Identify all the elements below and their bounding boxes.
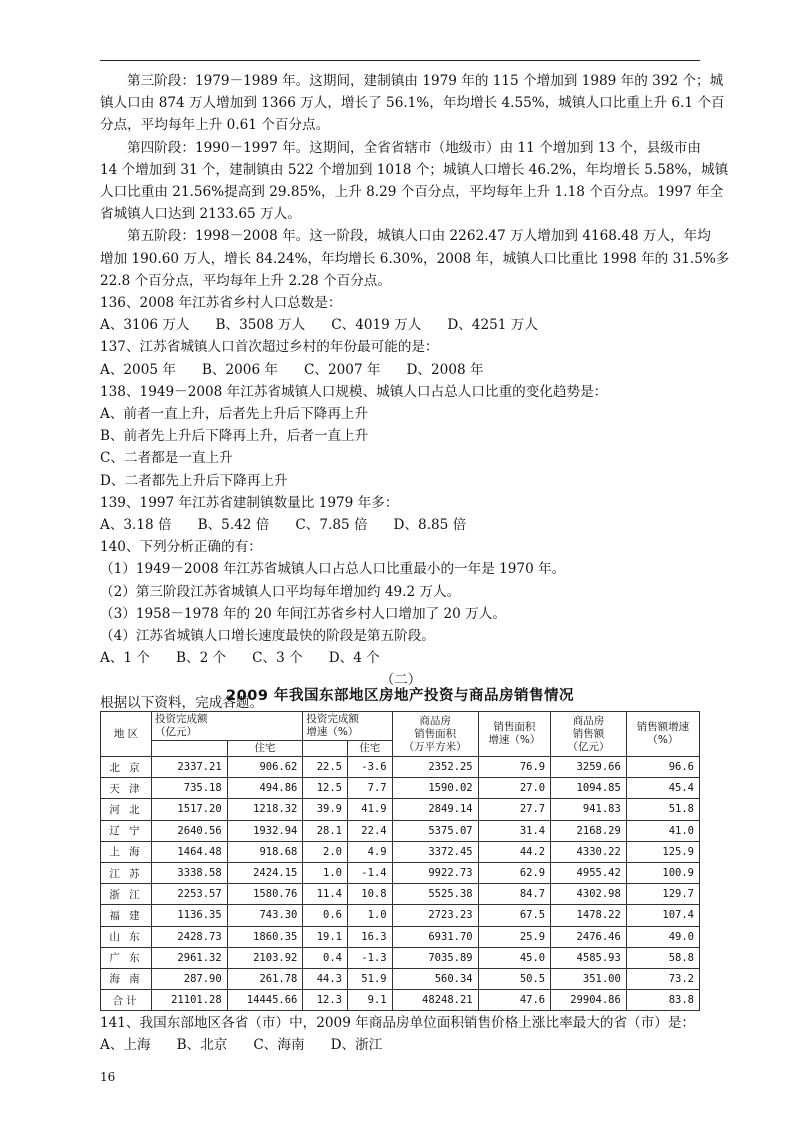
value-cell: 25.9 bbox=[478, 926, 551, 947]
text-line: 分点，平均每年上升 0.61 个百分点。 bbox=[100, 117, 330, 134]
region-cell: 山 东 bbox=[101, 926, 152, 947]
document-body bbox=[100, 70, 730, 714]
option-b: B、5.42 倍 bbox=[197, 517, 270, 534]
real-estate-table bbox=[100, 711, 700, 1011]
value-cell: 4330.22 bbox=[551, 841, 627, 862]
value-cell: 0.6 bbox=[303, 905, 348, 926]
text-line: 镇人口由 874 万人增加到 1366 万人，增长了 56.1%，年均增长 4.55%，城镇人口比重上升 6.1 个百 bbox=[100, 95, 725, 112]
value-cell: 129.7 bbox=[626, 884, 699, 905]
question-136 bbox=[100, 292, 702, 336]
value-cell: 1.0 bbox=[303, 862, 348, 883]
value-cell: -3.6 bbox=[347, 757, 392, 778]
value-cell: 7.7 bbox=[347, 778, 392, 799]
region-cell: 合计 bbox=[101, 990, 152, 1011]
option-b: B、前者先上升后下降再上升，后者一直上升 bbox=[100, 428, 369, 445]
value-cell: 7035.89 bbox=[392, 947, 478, 968]
option-d: D、4251 万人 bbox=[447, 317, 538, 334]
table-row bbox=[101, 820, 700, 841]
option-d: D、4 个 bbox=[328, 650, 380, 667]
question-options bbox=[100, 359, 702, 381]
region-cell: 河 北 bbox=[101, 799, 152, 820]
value-cell: 49.0 bbox=[626, 926, 699, 947]
value-cell: 58.8 bbox=[626, 947, 699, 968]
table-row bbox=[101, 990, 700, 1011]
value-cell: 2640.56 bbox=[152, 820, 228, 841]
value-cell: 1932.94 bbox=[227, 820, 303, 841]
value-cell: 1517.20 bbox=[152, 799, 228, 820]
question-options bbox=[100, 647, 702, 669]
value-cell: 2168.29 bbox=[551, 820, 627, 841]
question-stem: 139、1997 年江苏省建制镇数量比 1979 年多： bbox=[100, 494, 399, 511]
value-cell: 41.9 bbox=[347, 799, 392, 820]
value-cell: 4302.98 bbox=[551, 884, 627, 905]
value-cell: 2476.46 bbox=[551, 926, 627, 947]
text-line: 22.8 个百分点，平均每年上升 2.28 个百分点。 bbox=[100, 272, 391, 289]
value-cell: 45.4 bbox=[626, 778, 699, 799]
value-cell: 1094.85 bbox=[551, 778, 627, 799]
value-cell: 51.8 bbox=[626, 799, 699, 820]
value-cell: 1.0 bbox=[347, 905, 392, 926]
value-cell: 5375.07 bbox=[392, 820, 478, 841]
value-cell: 918.68 bbox=[227, 841, 303, 862]
option-d: D、2008 年 bbox=[406, 361, 484, 378]
option-a: A、前者一直上升，后者先上升后下降再上升 bbox=[100, 406, 369, 423]
option-a: A、3.18 倍 bbox=[100, 517, 172, 534]
value-cell: 2253.57 bbox=[152, 884, 228, 905]
stage-five-paragraph bbox=[100, 225, 730, 292]
question-stem: 141、我国东部地区各省（市）中，2009 年商品房单位面积销售价格上涨比率最大的省（市）是： bbox=[100, 1015, 696, 1031]
option-b: B、北京 bbox=[176, 1037, 228, 1054]
stage-four-paragraph bbox=[100, 137, 729, 226]
region-cell: 浙 江 bbox=[101, 884, 152, 905]
value-cell: 39.9 bbox=[303, 799, 348, 820]
value-cell: 12.3 bbox=[303, 990, 348, 1011]
value-cell: 4955.42 bbox=[551, 862, 627, 883]
value-cell: 21101.28 bbox=[152, 990, 228, 1011]
option-c: C、3 个 bbox=[252, 650, 303, 667]
region-cell: 辽 宁 bbox=[101, 820, 152, 841]
option-d: D、浙江 bbox=[330, 1037, 383, 1054]
header-invest-residential: 住宅 bbox=[227, 741, 303, 757]
table-row bbox=[101, 947, 700, 968]
page-number: 16 bbox=[100, 1070, 116, 1084]
table-row bbox=[101, 862, 700, 883]
table-row bbox=[101, 968, 700, 989]
value-cell: 22.4 bbox=[347, 820, 392, 841]
text-line: 增加 190.60 万人，增长 84.24%，年均增长 6.30%，2008 年，城镇人口比重比 1998 年的 31.5%多 bbox=[100, 250, 730, 267]
text-line: 人口比重由 21.56%提高到 29.85%，上升 8.29 个百分点，平均每年上升 1.18 个百分点。1997 年全 bbox=[100, 184, 724, 201]
option-b: B、2 个 bbox=[175, 650, 227, 667]
option-b: B、3508 万人 bbox=[215, 317, 306, 334]
value-cell: 27.7 bbox=[478, 799, 551, 820]
header-growth: 投资完成额 增速（%） bbox=[303, 712, 392, 741]
section-intro: 根据以下资料，完成各题。 bbox=[100, 694, 264, 711]
value-cell: 84.7 bbox=[478, 884, 551, 905]
value-cell: 906.62 bbox=[227, 757, 303, 778]
value-cell: 1580.76 bbox=[227, 884, 303, 905]
value-cell: 45.0 bbox=[478, 947, 551, 968]
value-cell: -1.3 bbox=[347, 947, 392, 968]
value-cell: 67.5 bbox=[478, 905, 551, 926]
value-cell: 3338.58 bbox=[152, 862, 228, 883]
value-cell: 1860.35 bbox=[227, 926, 303, 947]
table-header-row bbox=[101, 712, 700, 741]
stage-three-paragraph bbox=[100, 70, 725, 137]
option-c: C、海南 bbox=[253, 1037, 305, 1054]
text-line: 14 个增加到 31 个，建制镇由 522 个增加到 1018 个；城镇人口增长 46.2%，年均增长 5.58%，城镇 bbox=[100, 161, 729, 178]
value-cell: 44.3 bbox=[303, 968, 348, 989]
region-cell: 海 南 bbox=[101, 968, 152, 989]
question-140 bbox=[100, 536, 702, 669]
question-137 bbox=[100, 336, 702, 380]
value-cell: 14445.66 bbox=[227, 990, 303, 1011]
value-cell: 76.9 bbox=[478, 757, 551, 778]
question-141 bbox=[100, 1012, 702, 1056]
value-cell: 51.9 bbox=[347, 968, 392, 989]
value-cell: 3372.45 bbox=[392, 841, 478, 862]
value-cell: 29904.86 bbox=[551, 990, 627, 1011]
header-rule bbox=[100, 60, 700, 61]
value-cell: 96.6 bbox=[626, 757, 699, 778]
text-line: 第三阶段：1979－1989 年。这期间，建制镇由 1979 年的 115 个增加到 1989 年的 392 个；城 bbox=[127, 73, 724, 89]
value-cell: 2337.21 bbox=[152, 757, 228, 778]
value-cell: 261.78 bbox=[227, 968, 303, 989]
option-a: A、2005 年 bbox=[100, 361, 176, 378]
value-cell: 2103.92 bbox=[227, 947, 303, 968]
value-cell: 44.2 bbox=[478, 841, 551, 862]
region-cell: 上 海 bbox=[101, 841, 152, 862]
header-sales: 商品房 销售额 （亿元） bbox=[551, 712, 627, 757]
value-cell: 48248.21 bbox=[392, 990, 478, 1011]
value-cell: 1464.48 bbox=[152, 841, 228, 862]
value-cell: 4585.93 bbox=[551, 947, 627, 968]
region-cell: 福 建 bbox=[101, 905, 152, 926]
table-body bbox=[101, 757, 700, 1011]
value-cell: 2961.32 bbox=[152, 947, 228, 968]
value-cell: 5525.38 bbox=[392, 884, 478, 905]
option-c: C、7.85 倍 bbox=[295, 517, 368, 534]
header-sales-growth: 销售额增速 （%） bbox=[626, 712, 699, 757]
value-cell: 100.9 bbox=[626, 862, 699, 883]
table-row bbox=[101, 926, 700, 947]
value-cell: 351.00 bbox=[551, 968, 627, 989]
region-cell: 广 东 bbox=[101, 947, 152, 968]
value-cell: 560.34 bbox=[392, 968, 478, 989]
question-options bbox=[100, 514, 702, 536]
text-line: 第四阶段：1990－1997 年。这期间，全省省辖市（地级市）由 11 个增加到 13 个，县级市由 bbox=[127, 139, 701, 156]
statement-4: （4）江苏省城镇人口增长速度最快的阶段是第五阶段。 bbox=[100, 628, 435, 645]
value-cell: 9922.73 bbox=[392, 862, 478, 883]
value-cell: -1.4 bbox=[347, 862, 392, 883]
value-cell: 83.8 bbox=[626, 990, 699, 1011]
question-options bbox=[100, 1034, 702, 1056]
table-title: 2009 年我国东部地区房地产投资与商品房销售情况 bbox=[226, 688, 574, 704]
value-cell: 3259.66 bbox=[551, 757, 627, 778]
value-cell: 31.4 bbox=[478, 820, 551, 841]
text-line: 省城镇人口达到 2133.65 万人。 bbox=[100, 206, 301, 223]
option-a: A、1 个 bbox=[100, 650, 150, 667]
value-cell: 2723.23 bbox=[392, 905, 478, 926]
table-row bbox=[101, 841, 700, 862]
value-cell: 1136.35 bbox=[152, 905, 228, 926]
option-d: D、8.85 倍 bbox=[393, 517, 467, 534]
value-cell: 743.30 bbox=[227, 905, 303, 926]
header-invest: 投资完成额 （亿元） bbox=[152, 712, 303, 741]
value-cell: 2352.25 bbox=[392, 757, 478, 778]
question-stem: 138、1949－2008 年江苏省城镇人口规模、城镇人口占总人口比重的变化趋势是： bbox=[100, 383, 608, 400]
table-row bbox=[101, 757, 700, 778]
option-d: D、二者都先上升后下降再上升 bbox=[100, 472, 288, 489]
value-cell: 1478.22 bbox=[551, 905, 627, 926]
section-label: （二） bbox=[380, 672, 422, 689]
question-options bbox=[100, 314, 702, 336]
region-cell: 天 津 bbox=[101, 778, 152, 799]
header-growth-residential: 住宅 bbox=[347, 741, 392, 757]
value-cell: 1218.32 bbox=[227, 799, 303, 820]
statement-3: （3）1958－1978 年的 20 年间江苏省乡村人口增加了 20 万人。 bbox=[100, 605, 506, 622]
question-stem: 137、江苏省城镇人口首次超过乡村的年份最可能的是： bbox=[100, 339, 439, 356]
question-stem: 136、2008 年江苏省乡村人口总数是： bbox=[100, 295, 342, 312]
value-cell: 9.1 bbox=[347, 990, 392, 1011]
option-c: C、二者都是一直上升 bbox=[100, 450, 233, 467]
statement-1: （1）1949－2008 年江苏省城镇人口占总人口比重最小的一年是 1970 年。 bbox=[100, 561, 566, 578]
option-b: B、2006 年 bbox=[201, 361, 279, 378]
table-row bbox=[101, 905, 700, 926]
option-c: C、4019 万人 bbox=[331, 317, 422, 334]
value-cell: 11.4 bbox=[303, 884, 348, 905]
option-a: A、3106 万人 bbox=[100, 317, 190, 334]
value-cell: 62.9 bbox=[478, 862, 551, 883]
option-a: A、上海 bbox=[100, 1037, 151, 1054]
value-cell: 1590.02 bbox=[392, 778, 478, 799]
question-stem: 140、下列分析正确的有： bbox=[100, 539, 262, 556]
value-cell: 41.0 bbox=[626, 820, 699, 841]
value-cell: 941.83 bbox=[551, 799, 627, 820]
value-cell: 16.3 bbox=[347, 926, 392, 947]
value-cell: 10.8 bbox=[347, 884, 392, 905]
region-cell: 北 京 bbox=[101, 757, 152, 778]
value-cell: 47.6 bbox=[478, 990, 551, 1011]
header-region: 地 区 bbox=[101, 712, 152, 757]
value-cell: 494.86 bbox=[227, 778, 303, 799]
data-table-section bbox=[100, 684, 700, 1011]
value-cell: 50.5 bbox=[478, 968, 551, 989]
value-cell: 2.0 bbox=[303, 841, 348, 862]
value-cell: 0.4 bbox=[303, 947, 348, 968]
header-area: 商品房 销售面积 （万平方米） bbox=[392, 712, 478, 757]
value-cell: 73.2 bbox=[626, 968, 699, 989]
value-cell: 22.5 bbox=[303, 757, 348, 778]
value-cell: 28.1 bbox=[303, 820, 348, 841]
statement-2: （2）第三阶段江苏省城镇人口平均每年增加约 49.2 万人。 bbox=[100, 583, 461, 600]
value-cell: 19.1 bbox=[303, 926, 348, 947]
table-row bbox=[101, 799, 700, 820]
option-c: C、2007 年 bbox=[304, 361, 381, 378]
question-138 bbox=[100, 381, 702, 492]
value-cell: 27.0 bbox=[478, 778, 551, 799]
header-area-growth: 销售面积 增速（%） bbox=[478, 712, 551, 757]
value-cell: 735.18 bbox=[152, 778, 228, 799]
value-cell: 4.9 bbox=[347, 841, 392, 862]
value-cell: 6931.70 bbox=[392, 926, 478, 947]
region-cell: 江 苏 bbox=[101, 862, 152, 883]
value-cell: 12.5 bbox=[303, 778, 348, 799]
value-cell: 2849.14 bbox=[392, 799, 478, 820]
value-cell: 2424.15 bbox=[227, 862, 303, 883]
value-cell: 287.90 bbox=[152, 968, 228, 989]
table-row bbox=[101, 778, 700, 799]
text-line: 第五阶段：1998－2008 年。这一阶段，城镇人口由 2262.47 万人增加到 4168.48 万人，年均 bbox=[127, 228, 711, 245]
question-139 bbox=[100, 492, 702, 536]
value-cell: 125.9 bbox=[626, 841, 699, 862]
value-cell: 107.4 bbox=[626, 905, 699, 926]
value-cell: 2428.73 bbox=[152, 926, 228, 947]
table-row bbox=[101, 884, 700, 905]
